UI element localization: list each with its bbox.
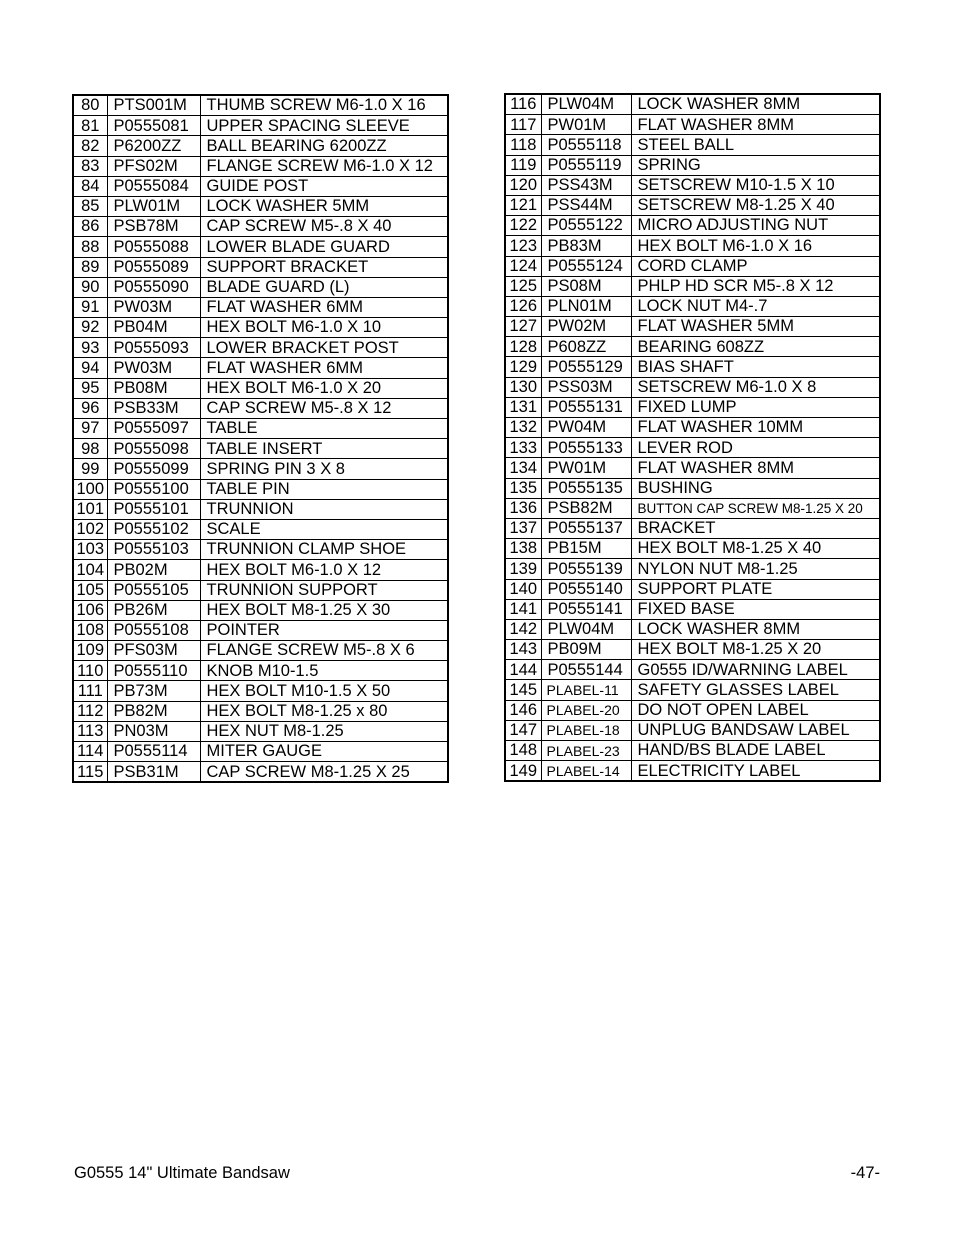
ref-number-cell: 99 [73,459,107,479]
parts-row [73,701,448,721]
ref-number-cell: 116 [505,94,541,115]
ref-number-cell: 101 [73,499,107,519]
description-cell: LOCK WASHER 8MM [631,619,880,639]
parts-row [73,540,448,560]
parts-row [73,661,448,681]
parts-table-left [72,94,449,783]
part-number-cell: P0555100 [107,479,200,499]
ref-number-cell: 142 [505,619,541,639]
description-cell: LOCK WASHER 5MM [200,196,448,216]
ref-number-cell: 114 [73,742,107,762]
part-number-cell: P0555131 [541,397,631,417]
part-number-cell: P608ZZ [541,337,631,357]
part-number-cell: P0555139 [541,559,631,579]
part-number-cell: P0555099 [107,459,200,479]
description-cell: TRUNNION CLAMP SHOE [200,540,448,560]
part-number-cell: PFS02M [107,156,200,176]
description-cell: HEX BOLT M8-1.25 x 80 [200,701,448,721]
parts-row [73,519,448,539]
part-number-cell: P0555114 [107,742,200,762]
description-cell: LOWER BLADE GUARD [200,237,448,257]
ref-number-cell: 128 [505,337,541,357]
description-cell: FIXED BASE [631,599,880,619]
parts-row [73,620,448,640]
parts-row [505,155,880,175]
parts-row [73,196,448,216]
parts-row [73,580,448,600]
description-cell: THUMB SCREW M6-1.0 X 16 [200,95,448,116]
parts-row [73,499,448,519]
part-number-cell: PLABEL-11 [541,680,631,700]
part-number-cell: PLN01M [541,296,631,316]
parts-row [73,318,448,338]
description-cell: CAP SCREW M5-.8 X 12 [200,398,448,418]
description-cell: BIAS SHAFT [631,357,880,377]
ref-number-cell: 97 [73,419,107,439]
part-number-cell: PB26M [107,600,200,620]
part-number-cell: PSS43M [541,175,631,195]
parts-row [505,94,880,115]
part-number-cell: PW04M [541,418,631,438]
part-number-cell: PSB82M [541,498,631,518]
parts-row [505,640,880,660]
ref-number-cell: 143 [505,640,541,660]
parts-row [73,136,448,156]
parts-row [505,660,880,680]
ref-number-cell: 102 [73,519,107,539]
part-number-cell: P0555105 [107,580,200,600]
description-cell: SUPPORT BRACKET [200,257,448,277]
description-cell: LEVER ROD [631,438,880,458]
ref-number-cell: 84 [73,176,107,196]
part-number-cell: PW03M [107,358,200,378]
part-number-cell: PB83M [541,236,631,256]
parts-row [505,599,880,619]
description-cell: CAP SCREW M8-1.25 X 25 [200,762,448,783]
parts-row [73,358,448,378]
parts-row [505,175,880,195]
part-number-cell: PB04M [107,318,200,338]
footer-document-title: G0555 14" Ultimate Bandsaw [74,1164,290,1182]
part-number-cell: P0555119 [541,155,631,175]
ref-number-cell: 113 [73,721,107,741]
ref-number-cell: 137 [505,518,541,538]
ref-number-cell: 127 [505,317,541,337]
parts-row [73,641,448,661]
description-cell: BLADE GUARD (L) [200,277,448,297]
parts-row [505,337,880,357]
parts-row [505,418,880,438]
parts-row [505,296,880,316]
part-number-cell: P0555102 [107,519,200,539]
ref-number-cell: 136 [505,498,541,518]
ref-number-cell: 126 [505,296,541,316]
ref-number-cell: 139 [505,559,541,579]
description-cell: HEX BOLT M6-1.0 X 20 [200,378,448,398]
ref-number-cell: 148 [505,741,541,761]
parts-row [73,257,448,277]
parts-row [505,216,880,236]
ref-number-cell: 129 [505,357,541,377]
ref-number-cell: 135 [505,478,541,498]
description-cell: HAND/BS BLADE LABEL [631,741,880,761]
part-number-cell: P0555118 [541,135,631,155]
part-number-cell: PFS03M [107,641,200,661]
description-cell: MICRO ADJUSTING NUT [631,216,880,236]
part-number-cell: PLABEL-14 [541,761,631,782]
description-cell: FLANGE SCREW M6-1.0 X 12 [200,156,448,176]
part-number-cell: PSS44M [541,195,631,215]
part-number-cell: PLW04M [541,619,631,639]
part-number-cell: P0555129 [541,357,631,377]
ref-number-cell: 134 [505,458,541,478]
description-cell: UPPER SPACING SLEEVE [200,116,448,136]
description-cell: BRACKET [631,518,880,538]
description-cell: SETSCREW M6-1.0 X 8 [631,377,880,397]
description-cell: FLAT WASHER 10MM [631,418,880,438]
parts-row [505,256,880,276]
part-number-cell: P0555144 [541,660,631,680]
description-cell: ELECTRICITY LABEL [631,761,880,782]
description-cell: FLAT WASHER 6MM [200,358,448,378]
parts-row [505,761,880,782]
description-cell: STEEL BALL [631,135,880,155]
description-cell: SAFETY GLASSES LABEL [631,680,880,700]
parts-row [73,297,448,317]
part-number-cell: PTS001M [107,95,200,116]
part-number-cell: P0555084 [107,176,200,196]
part-number-cell: P0555133 [541,438,631,458]
ref-number-cell: 91 [73,297,107,317]
description-cell: HEX BOLT M6-1.0 X 12 [200,560,448,580]
parts-row [73,95,448,116]
parts-row [73,156,448,176]
ref-number-cell: 92 [73,318,107,338]
footer-page-number: -47- [850,1164,880,1182]
description-cell: KNOB M10-1.5 [200,661,448,681]
ref-number-cell: 90 [73,277,107,297]
ref-number-cell: 123 [505,236,541,256]
ref-number-cell: 138 [505,539,541,559]
ref-number-cell: 81 [73,116,107,136]
part-number-cell: PLW04M [541,94,631,115]
parts-row [505,115,880,135]
description-cell: NYLON NUT M8-1.25 [631,559,880,579]
ref-number-cell: 119 [505,155,541,175]
part-number-cell: P6200ZZ [107,136,200,156]
ref-number-cell: 145 [505,680,541,700]
part-number-cell: P0555141 [541,599,631,619]
parts-row [505,700,880,720]
description-cell: SCALE [200,519,448,539]
parts-row [505,195,880,215]
ref-number-cell: 100 [73,479,107,499]
parts-table-left-body [73,95,448,782]
ref-number-cell: 149 [505,761,541,782]
part-number-cell: PN03M [107,721,200,741]
parts-row [505,720,880,740]
description-cell: LOCK NUT M4-.7 [631,296,880,316]
part-number-cell: P0555097 [107,419,200,439]
part-number-cell: P0555103 [107,540,200,560]
parts-row [505,539,880,559]
parts-row [73,762,448,783]
part-number-cell: P0555088 [107,237,200,257]
ref-number-cell: 96 [73,398,107,418]
ref-number-cell: 146 [505,700,541,720]
description-cell: TABLE PIN [200,479,448,499]
description-cell: FLAT WASHER 6MM [200,297,448,317]
part-number-cell: PW02M [541,317,631,337]
parts-row [73,479,448,499]
parts-row [505,377,880,397]
ref-number-cell: 106 [73,600,107,620]
ref-number-cell: 141 [505,599,541,619]
parts-row [505,478,880,498]
parts-row [73,398,448,418]
ref-number-cell: 122 [505,216,541,236]
description-cell: CAP SCREW M5-.8 X 40 [200,217,448,237]
ref-number-cell: 108 [73,620,107,640]
ref-number-cell: 98 [73,439,107,459]
parts-row [73,116,448,136]
description-cell: CORD CLAMP [631,256,880,276]
parts-row [505,619,880,639]
part-number-cell: PB08M [107,378,200,398]
ref-number-cell: 94 [73,358,107,378]
parts-row [505,357,880,377]
ref-number-cell: 103 [73,540,107,560]
part-number-cell: PW01M [541,458,631,478]
ref-number-cell: 117 [505,115,541,135]
ref-number-cell: 120 [505,175,541,195]
description-cell: SPRING PIN 3 X 8 [200,459,448,479]
part-number-cell: PLABEL-18 [541,720,631,740]
parts-row [73,176,448,196]
parts-row [73,459,448,479]
parts-row [73,217,448,237]
description-cell: HEX BOLT M10-1.5 X 50 [200,681,448,701]
description-cell: HEX BOLT M8-1.25 X 30 [200,600,448,620]
description-cell: PHLP HD SCR M5-.8 X 12 [631,276,880,296]
parts-row [505,317,880,337]
description-cell: TABLE [200,419,448,439]
parts-row [505,579,880,599]
part-number-cell: P0555090 [107,277,200,297]
ref-number-cell: 80 [73,95,107,116]
parts-row [73,600,448,620]
description-cell: FLAT WASHER 8MM [631,458,880,478]
part-number-cell: PSB33M [107,398,200,418]
ref-number-cell: 83 [73,156,107,176]
part-number-cell: P0555124 [541,256,631,276]
parts-row [73,237,448,257]
part-number-cell: P0555098 [107,439,200,459]
description-cell: SETSCREW M10-1.5 X 10 [631,175,880,195]
part-number-cell: P0555093 [107,338,200,358]
parts-row [505,236,880,256]
parts-row [73,560,448,580]
parts-row [505,498,880,518]
ref-number-cell: 111 [73,681,107,701]
part-number-cell: PB02M [107,560,200,580]
ref-number-cell: 88 [73,237,107,257]
ref-number-cell: 112 [73,701,107,721]
part-number-cell: PB09M [541,640,631,660]
description-cell: HEX NUT M8-1.25 [200,721,448,741]
ref-number-cell: 109 [73,641,107,661]
part-number-cell: P0555081 [107,116,200,136]
ref-number-cell: 144 [505,660,541,680]
parts-row [505,438,880,458]
ref-number-cell: 110 [73,661,107,681]
description-cell: FLANGE SCREW M5-.8 X 6 [200,641,448,661]
parts-row [505,559,880,579]
part-number-cell: PLABEL-20 [541,700,631,720]
part-number-cell: P0555140 [541,579,631,599]
ref-number-cell: 131 [505,397,541,417]
parts-row [73,721,448,741]
parts-row [73,419,448,439]
ref-number-cell: 121 [505,195,541,215]
parts-row [505,135,880,155]
part-number-cell: PB15M [541,539,631,559]
part-number-cell: P0555137 [541,518,631,538]
part-number-cell: PS08M [541,276,631,296]
part-number-cell: PLW01M [107,196,200,216]
description-cell: FLAT WASHER 5MM [631,317,880,337]
part-number-cell: PW01M [541,115,631,135]
ref-number-cell: 86 [73,217,107,237]
description-cell: HEX BOLT M6-1.0 X 16 [631,236,880,256]
description-cell: DO NOT OPEN LABEL [631,700,880,720]
parts-row [505,276,880,296]
part-number-cell: PSB31M [107,762,200,783]
description-cell: FIXED LUMP [631,397,880,417]
description-cell: MITER GAUGE [200,742,448,762]
part-number-cell: PW03M [107,297,200,317]
ref-number-cell: 130 [505,377,541,397]
parts-row [73,277,448,297]
description-cell: TRUNNION [200,499,448,519]
parts-row [73,681,448,701]
part-number-cell: PLABEL-23 [541,741,631,761]
parts-table-right-body [505,94,880,781]
parts-row [73,378,448,398]
description-cell: HEX BOLT M8-1.25 X 20 [631,640,880,660]
ref-number-cell: 93 [73,338,107,358]
description-cell: SETSCREW M8-1.25 X 40 [631,195,880,215]
description-cell: LOWER BRACKET POST [200,338,448,358]
description-cell: BUSHING [631,478,880,498]
ref-number-cell: 140 [505,579,541,599]
description-cell: GUIDE POST [200,176,448,196]
description-cell: POINTER [200,620,448,640]
parts-row [505,680,880,700]
parts-row [73,742,448,762]
description-cell: TABLE INSERT [200,439,448,459]
ref-number-cell: 125 [505,276,541,296]
ref-number-cell: 118 [505,135,541,155]
part-number-cell: P0555101 [107,499,200,519]
ref-number-cell: 95 [73,378,107,398]
ref-number-cell: 82 [73,136,107,156]
description-cell: SPRING [631,155,880,175]
description-cell: TRUNNION SUPPORT [200,580,448,600]
description-cell: HEX BOLT M6-1.0 X 10 [200,318,448,338]
part-number-cell: PB73M [107,681,200,701]
parts-row [505,518,880,538]
ref-number-cell: 132 [505,418,541,438]
description-cell: G0555 ID/WARNING LABEL [631,660,880,680]
ref-number-cell: 104 [73,560,107,580]
description-cell: SUPPORT PLATE [631,579,880,599]
parts-row [73,439,448,459]
description-cell: HEX BOLT M8-1.25 X 40 [631,539,880,559]
parts-row [505,458,880,478]
description-cell: BUTTON CAP SCREW M8-1.25 X 20 [631,498,880,518]
parts-row [505,397,880,417]
part-number-cell: PB82M [107,701,200,721]
part-number-cell: P0555110 [107,661,200,681]
parts-row [73,338,448,358]
ref-number-cell: 133 [505,438,541,458]
part-number-cell: P0555135 [541,478,631,498]
ref-number-cell: 147 [505,720,541,740]
ref-number-cell: 105 [73,580,107,600]
part-number-cell: P0555089 [107,257,200,277]
parts-table-right [504,93,881,782]
part-number-cell: P0555108 [107,620,200,640]
description-cell: BEARING 608ZZ [631,337,880,357]
description-cell: UNPLUG BANDSAW LABEL [631,720,880,740]
ref-number-cell: 124 [505,256,541,276]
description-cell: FLAT WASHER 8MM [631,115,880,135]
ref-number-cell: 115 [73,762,107,783]
description-cell: BALL BEARING 6200ZZ [200,136,448,156]
ref-number-cell: 85 [73,196,107,216]
part-number-cell: PSB78M [107,217,200,237]
description-cell: LOCK WASHER 8MM [631,94,880,115]
parts-row [505,741,880,761]
ref-number-cell: 89 [73,257,107,277]
part-number-cell: P0555122 [541,216,631,236]
part-number-cell: PSS03M [541,377,631,397]
